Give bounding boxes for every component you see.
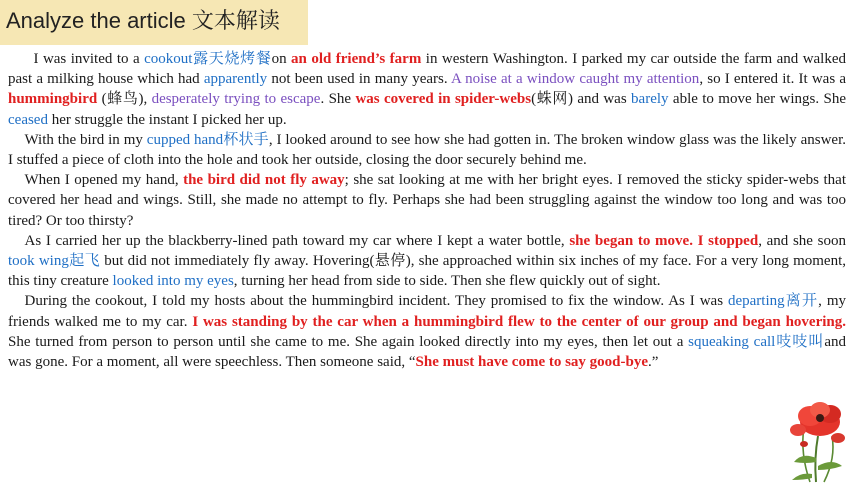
text-segment: and was gone. For a moment, all were speechless. Then someone said, “	[8, 333, 846, 371]
text-segment: ; she sat looking at me with her bright eyes. I removed the sticky spider-webs that covered her head and wings. Still, she made no attempt to fly. Perhaps she had been struggling against the window too long and was too tired? Or too thirsty?	[8, 172, 846, 229]
highlighted-phrase: squeaking call吱吱叫	[688, 333, 825, 350]
slide-title	[0, 0, 308, 45]
highlighted-phrase: the bird did not fly away	[183, 172, 345, 189]
highlighted-phrase: apparently	[203, 71, 268, 88]
slide-title-text: Analyze the article 文本解读	[6, 8, 280, 33]
article-paragraph	[8, 231, 846, 292]
text-segment: (蜂鸟),	[97, 91, 152, 108]
article-paragraph	[8, 170, 846, 231]
highlighted-phrase: hummingbird	[8, 91, 98, 108]
text-segment: I was invited to a	[33, 51, 145, 67]
text-segment: not been used in many years.	[267, 71, 451, 88]
text-segment: , so I entered it. It was a	[699, 71, 846, 88]
highlighted-phrase: looked into my eyes	[112, 273, 234, 290]
text-segment: but did not immediately fly away. Hovering(悬停), she approached within six inches of my face. For a very long moment, this tiny creature	[8, 253, 846, 290]
highlighted-phrase: she began to move. I stopped	[569, 232, 759, 249]
highlighted-phrase: an old friend’s farm	[291, 51, 422, 67]
highlighted-phrase: took wing起飞	[8, 253, 101, 270]
highlighted-phrase: I was standing by the car when a hummingbird flew to the center of our group and began hovering.	[192, 313, 846, 330]
highlighted-phrase: ceased	[8, 111, 48, 128]
highlighted-phrase: desperately trying to escape	[151, 91, 321, 108]
highlighted-phrase: She must have come to say good-bye	[415, 354, 649, 371]
text-segment: on	[271, 51, 292, 67]
highlighted-phrase: cupped hand杯状手	[146, 131, 269, 148]
text-segment: During the cookout, I told my hosts about the hummingbird incident. They promised to fix the window. As I was	[24, 293, 728, 310]
text-segment: . She	[320, 91, 356, 108]
text-segment: in western Washington. I parked my car outside the farm and walked past a milking house which had	[8, 51, 847, 88]
text-segment: , I looked around to see how she had gotten in. The broken window glass was the likely answer. I stuffed a piece of cloth into the hole and took her outside, closing the door securely behind me.	[8, 131, 846, 169]
text-segment: , and she soon	[758, 232, 846, 249]
text-segment: able to move her wings. She	[668, 91, 846, 108]
text-segment: She turned from person to person until she came to me. She again looked directly into my eyes, then let out a	[8, 333, 689, 350]
highlighted-phrase: barely	[631, 91, 669, 108]
text-segment: , turning her head from side to side. Then she flew quickly out of sight.	[233, 273, 661, 290]
highlighted-phrase: was covered in spider-webs	[355, 91, 532, 108]
text-segment: , my friends walked me to my car.	[8, 293, 847, 330]
text-segment: her struggle the instant I picked her up.	[47, 111, 287, 128]
highlighted-phrase: A noise at a window caught my attention	[450, 71, 700, 88]
article-paragraph	[8, 291, 846, 372]
article-paragraph	[8, 130, 846, 170]
article-paragraph	[8, 49, 846, 130]
text-segment: .”	[648, 354, 659, 371]
article-text	[8, 49, 846, 372]
highlighted-phrase: cookout露天烧烤餐	[144, 51, 272, 67]
text-segment: When I opened my hand,	[24, 172, 184, 189]
red-poppy-flower-icon	[774, 396, 860, 484]
text-segment: (蛛网) and was	[531, 91, 632, 108]
text-segment: With the bird in my	[24, 131, 147, 148]
text-segment: As I carried her up the blackberry-lined path toward my car where I kept a water bottle,	[24, 232, 570, 249]
highlighted-phrase: departing离开	[727, 293, 819, 310]
